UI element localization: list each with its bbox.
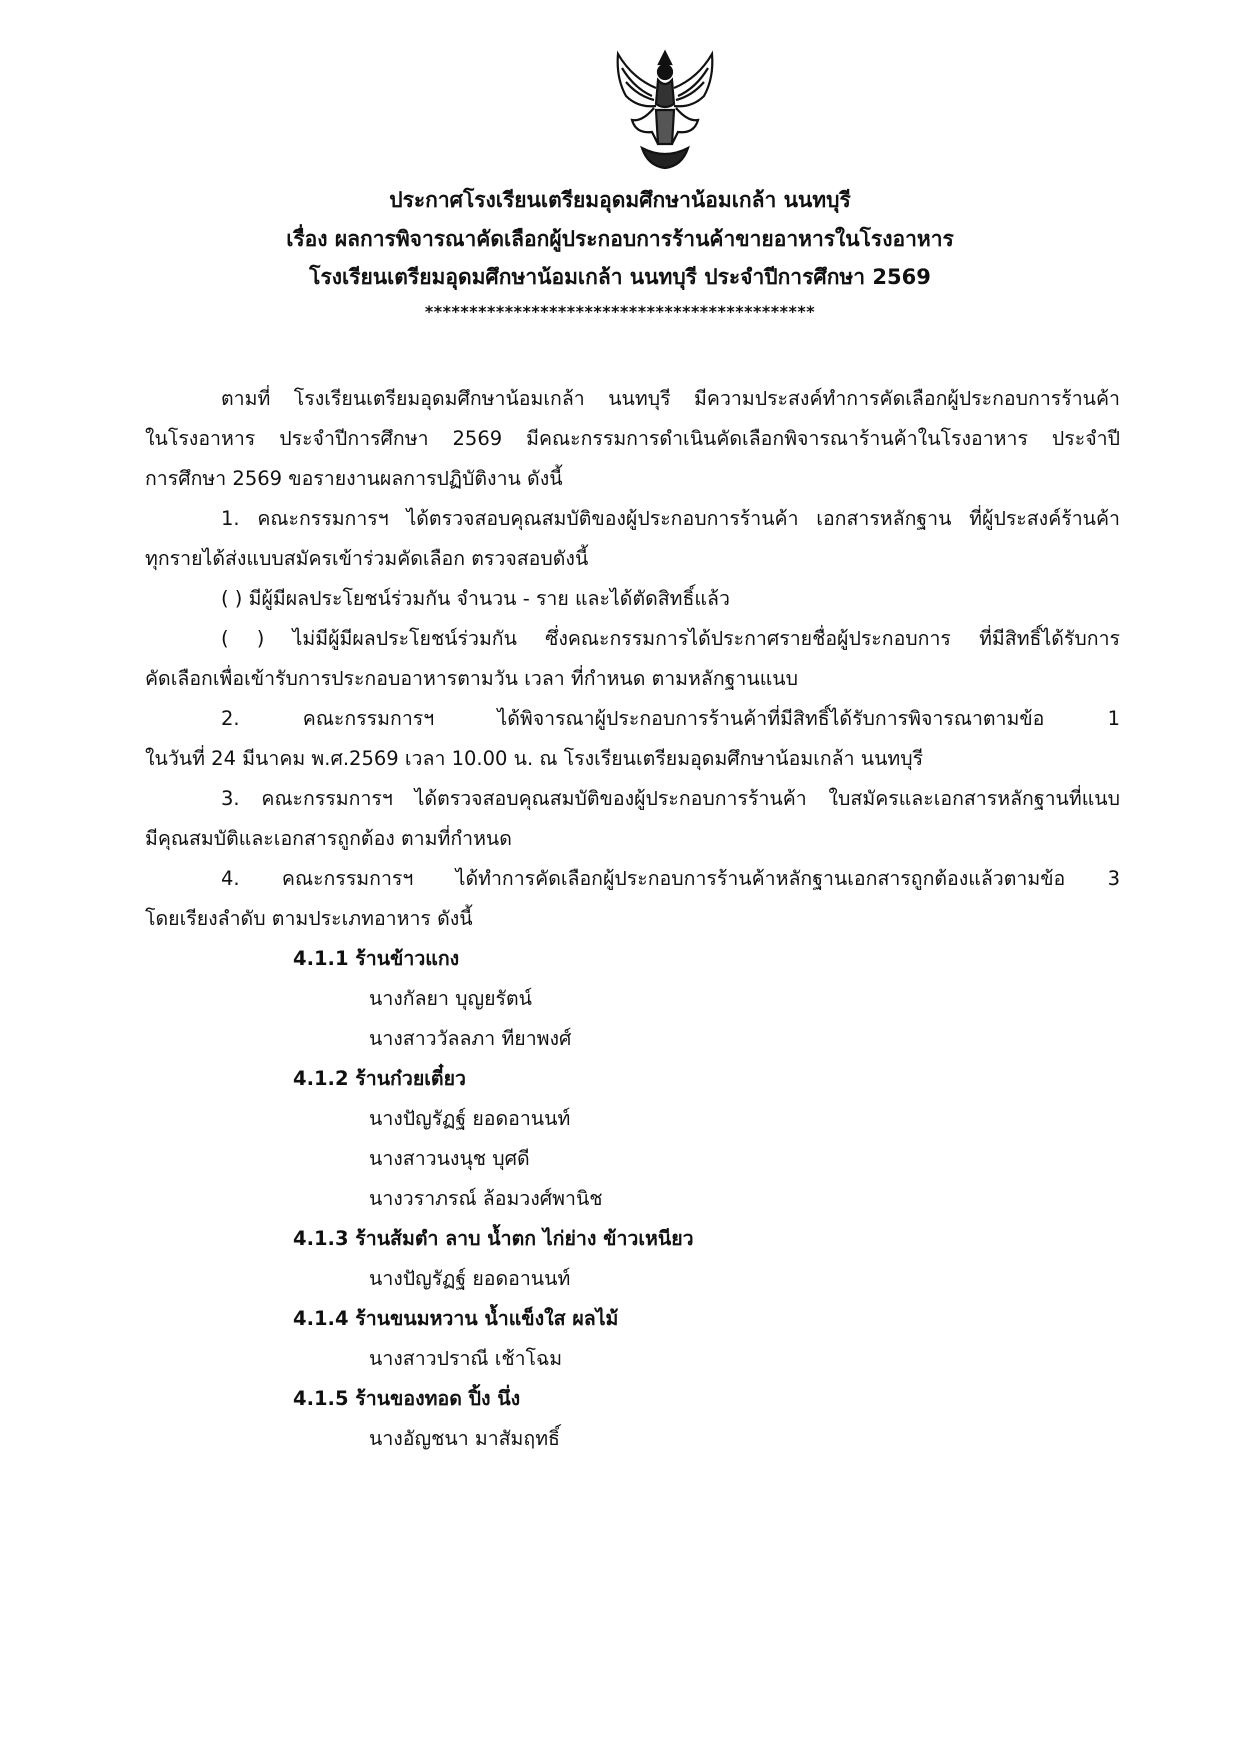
- option-b-line: ( ) ไม่มีผู้มีผลประโยชน์ร่วมกัน ซึ่งคณะกรรมการได้ประกาศรายชื่อผู้ประกอบการ ที่มีสิทธิ์ได้รับการ: [221, 627, 1120, 650]
- item-3-line: มีคุณสมบัติและเอกสารถูกต้อง ตามที่กำหนด: [145, 827, 512, 850]
- shop-vendor-name: นางปัญรัฏฐ์ ยอดอานนท์: [369, 1107, 571, 1130]
- shop-heading: 4.1.1 ร้านข้าวแกง: [293, 947, 460, 970]
- item-4-line: 4. คณะกรรมการฯ ได้ทำการคัดเลือกผู้ประกอบการร้านค้าหลักฐานเอกสารถูกต้องแล้วตามข้อ 3: [221, 867, 1120, 890]
- shop-heading: 4.1.2 ร้านก๋วยเตี๋ยว: [293, 1067, 466, 1090]
- item-2-line: 2. คณะกรรมการฯ ได้พิจารณาผู้ประกอบการร้านค้าที่มีสิทธิ์ได้รับการพิจารณาตามข้อ 1: [221, 707, 1120, 730]
- item-2-line: ในวันที่ 24 มีนาคม พ.ศ.2569 เวลา 10.00 น. ณ โรงเรียนเตรียมอุดมศึกษาน้อมเกล้า นนทบุรี: [145, 747, 924, 770]
- announcement-school-year: โรงเรียนเตรียมอุดมศึกษาน้อมเกล้า นนทบุรี ประจำปีการศึกษา 2569: [309, 265, 931, 289]
- announcement-title: ประกาศโรงเรียนเตรียมอุดมศึกษาน้อมเกล้า นนทบุรี: [389, 188, 851, 212]
- item-1-line: 1. คณะกรรมการฯ ได้ตรวจสอบคุณสมบัติของผู้ประกอบการร้านค้า เอกสารหลักฐาน ที่ผู้ประสงค์ร้านค้า: [221, 507, 1120, 530]
- shop-vendor-name: นางอัญชนา มาสัมฤทธิ์: [369, 1427, 560, 1450]
- document-body: [145, 379, 1120, 1459]
- intro-line: ในโรงอาหาร ประจำปีการศึกษา 2569 มีคณะกรรมการดำเนินคัดเลือกพิจารณาร้านค้าในโรงอาหาร ประจำปี: [145, 427, 1120, 450]
- intro-line: การศึกษา 2569 ขอรายงานผลการปฏิบัติงาน ดังนี้: [145, 467, 563, 490]
- item-4-line: โดยเรียงลำดับ ตามประเภทอาหาร ดังนี้: [145, 907, 473, 930]
- shop-heading: 4.1.5 ร้านของทอด ปิ้ง นึ่ง: [293, 1387, 521, 1410]
- shop-heading: 4.1.3 ร้านส้มตำ ลาบ น้ำตก ไก่ย่าง ข้าวเหนียว: [293, 1227, 694, 1250]
- shop-vendor-name: นางสาวปราณี เช้าโฉม: [369, 1347, 563, 1370]
- item-3-line: 3. คณะกรรมการฯ ได้ตรวจสอบคุณสมบัติของผู้ประกอบการร้านค้า ใบสมัครและเอกสารหลักฐานที่แนบ: [221, 787, 1120, 810]
- intro-line: ตามที่ โรงเรียนเตรียมอุดมศึกษาน้อมเกล้า นนทบุรี มีความประสงค์ทำการคัดเลือกผู้ประกอบการร้านค้า: [221, 387, 1120, 410]
- option-b-line: คัดเลือกเพื่อเข้ารับการประกอบอาหารตามวัน เวลา ที่กำหนด ตามหลักฐานแนบ: [145, 667, 798, 690]
- shop-vendor-name: นางกัลยา บุญยรัตน์: [369, 987, 533, 1010]
- shop-heading: 4.1.4 ร้านขนมหวาน น้ำแข็งใส ผลไม้: [293, 1307, 619, 1330]
- shop-vendor-name: นางสาวนงนุช บุศดี: [369, 1147, 530, 1170]
- separator: ********************************************: [424, 302, 816, 321]
- shop-vendor-name: นางวราภรณ์ ล้อมวงศ์พานิช: [369, 1187, 603, 1210]
- shop-vendor-name: นางสาววัลลภา ทียาพงศ์: [369, 1027, 572, 1050]
- garuda-emblem-icon: [612, 48, 718, 170]
- item-1-line: ทุกรายได้ส่งแบบสมัครเข้าร่วมคัดเลือก ตรวจสอบดังนี้: [145, 547, 589, 570]
- shop-vendor-name: นางปัญรัฏฐ์ ยอดอานนท์: [369, 1267, 571, 1290]
- option-a: ( ) มีผู้มีผลประโยชน์ร่วมกัน จำนวน - ราย และได้ตัดสิทธิ์แล้ว: [221, 587, 730, 610]
- announcement-subject: เรื่อง ผลการพิจารณาคัดเลือกผู้ประกอบการร้านค้าขายอาหารในโรงอาหาร: [286, 227, 954, 251]
